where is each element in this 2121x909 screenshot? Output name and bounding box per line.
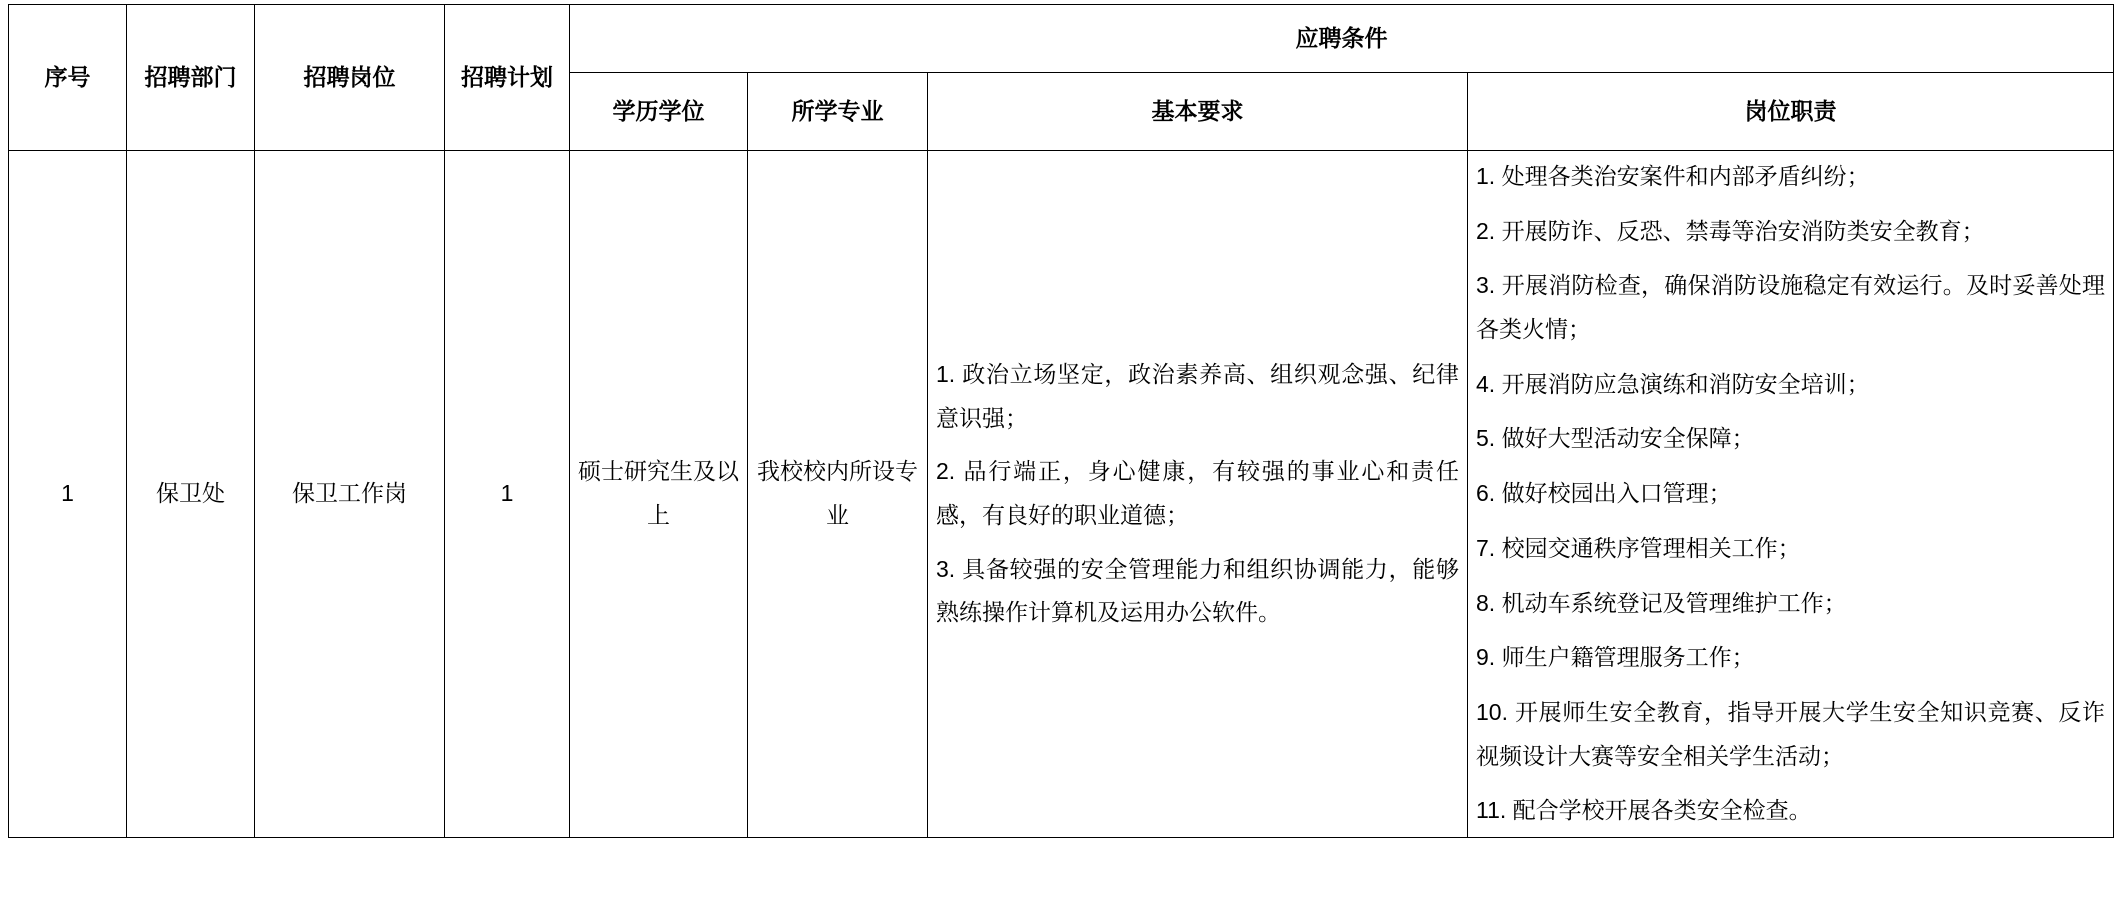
header-major: 所学专业 — [748, 73, 928, 151]
table-body — [9, 151, 2114, 838]
text-line: 9. 师生户籍管理服务工作； — [1476, 644, 1755, 671]
header-basic-requirements: 基本要求 — [928, 73, 1468, 151]
cell-department: 保卫处 — [127, 151, 255, 838]
text-line: 5. 做好大型活动安全保障； — [1476, 425, 1755, 452]
text-line: 2. 开展防诈、反恐、禁毒等治安消防类安全教育； — [1476, 217, 1985, 244]
header-department: 招聘部门 — [127, 5, 255, 151]
header-education: 学历学位 — [570, 73, 748, 151]
header-seq: 序号 — [9, 5, 127, 151]
text-line: 2. 品行端正，身心健康，有较强的事业心和责任感，有良好的职业道德； — [936, 458, 1459, 528]
header-duties: 岗位职责 — [1468, 73, 2114, 151]
table-header — [9, 5, 2114, 151]
text-line: 10. 开展师生安全教育，指导开展大学生安全知识竞赛、反诈视频设计大赛等安全相关学生活动； — [1476, 698, 2105, 769]
table-row — [9, 151, 2114, 838]
text-line: 1. 处理各类治安案件和内部矛盾纠纷； — [1476, 163, 1870, 189]
cell-seq: 1 — [9, 151, 127, 838]
text-line: 6. 做好校园出入口管理； — [1476, 480, 1732, 507]
header-conditions-group: 应聘条件 — [570, 5, 2114, 73]
cell-duties — [1468, 151, 2114, 838]
text-line: 1. 政治立场坚定，政治素养高、组织观念强、纪律意识强； — [936, 360, 1459, 431]
text-line: 8. 机动车系统登记及管理维护工作； — [1476, 589, 1847, 616]
recruitment-table — [8, 4, 2114, 838]
text-line: 7. 校园交通秩序管理相关工作； — [1476, 534, 1801, 561]
cell-major: 我校校内所设专业 — [748, 151, 928, 838]
text-line: 4. 开展消防应急演练和消防安全培训； — [1476, 370, 1870, 397]
text-line: 3. 开展消防检查，确保消防设施稳定有效运行。及时妥善处理各类火情； — [1476, 272, 2105, 343]
document-page — [0, 4, 2121, 909]
text-line: 11. 配合学校开展各类安全检查。 — [1476, 797, 1812, 824]
header-post: 招聘岗位 — [255, 5, 445, 151]
cell-plan: 1 — [445, 151, 570, 838]
header-plan: 招聘计划 — [445, 5, 570, 151]
text-line: 3. 具备较强的安全管理能力和组织协调能力，能够熟练操作计算机及运用办公软件。 — [936, 555, 1459, 626]
cell-post: 保卫工作岗 — [255, 151, 445, 838]
cell-basic-requirements — [928, 151, 1468, 838]
cell-education: 硕士研究生及以上 — [570, 151, 748, 838]
table-header-row-1 — [9, 5, 2114, 73]
